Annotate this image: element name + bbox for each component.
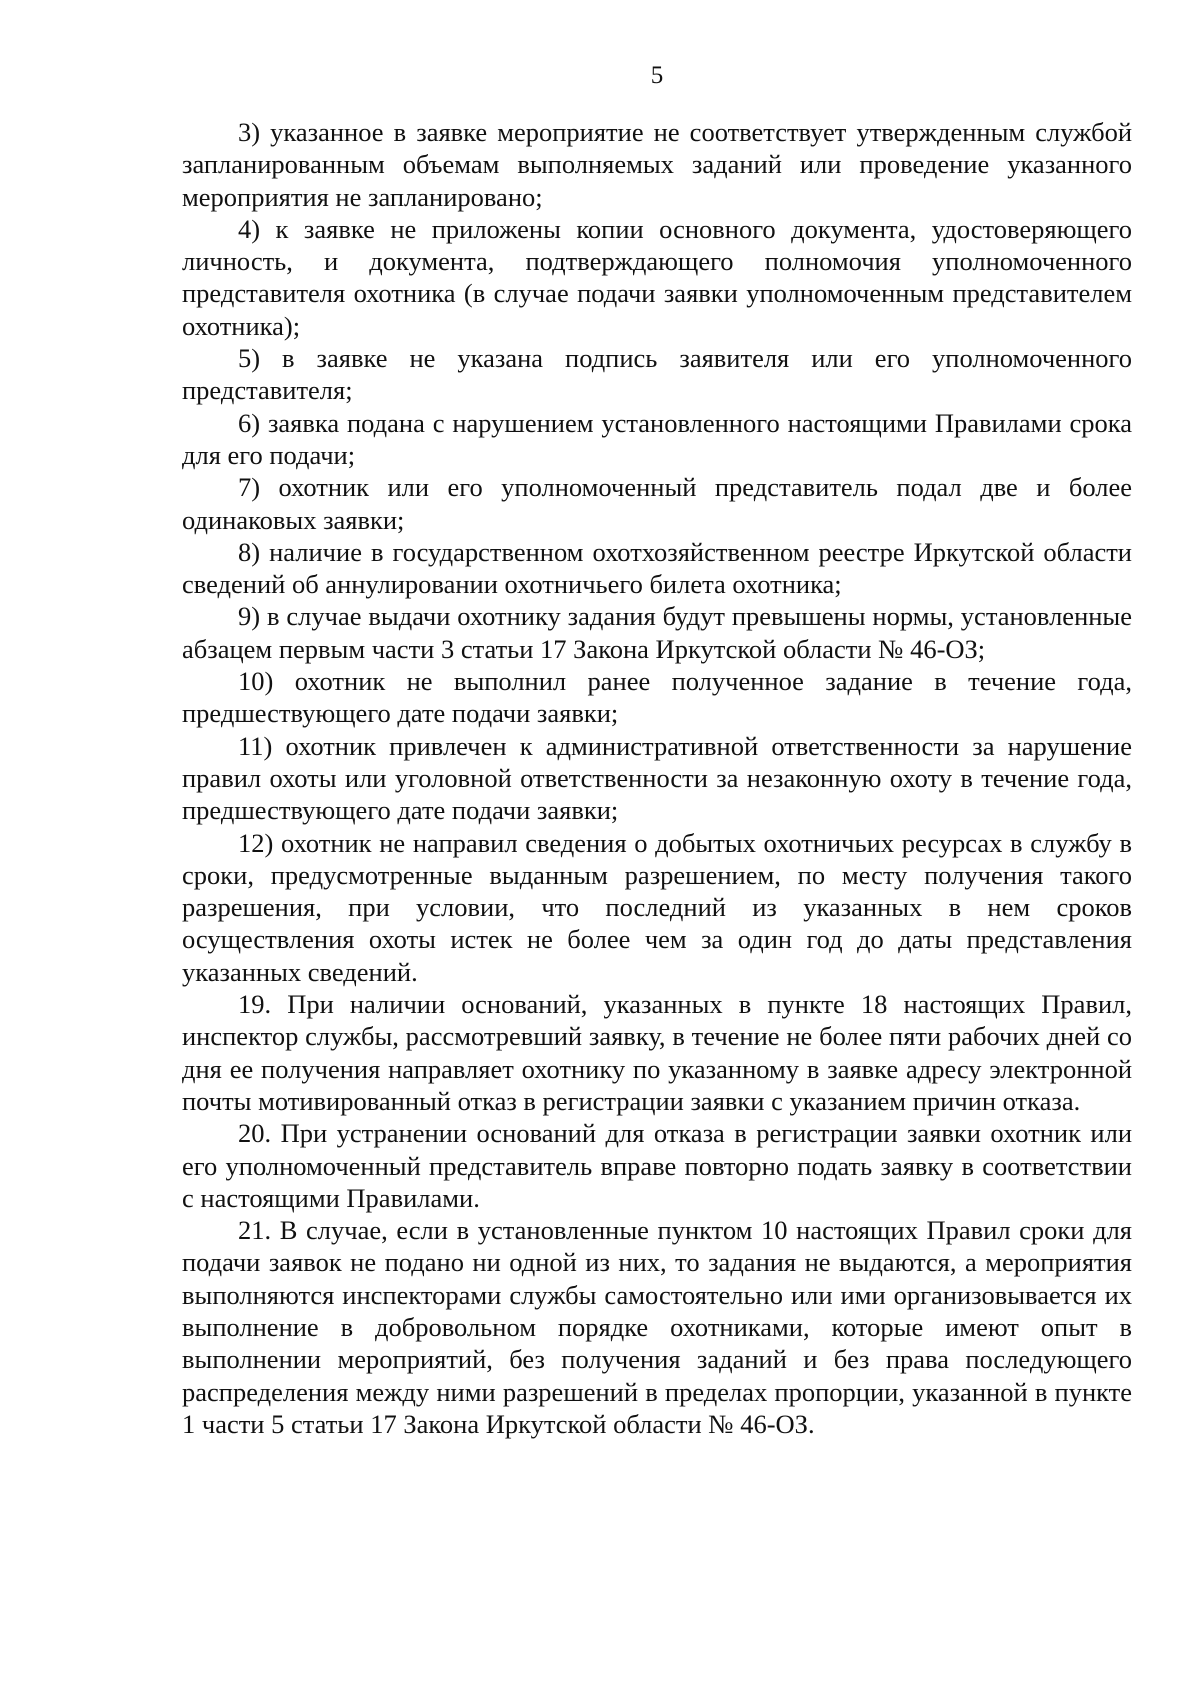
paragraph-item-4: 4) к заявке не приложены копии основного документа, удостоверяющего личность, и документа, подтверждающего полномочия уполномоченного представителя охотника (в случае подачи заявки уполномоченным представителем охотника); <box>182 213 1132 341</box>
paragraph-item-3: 3) указанное в заявке мероприятие не соответствует утвержденным службой запланированным объемам выполняемых заданий или проведение указанного мероприятия не запланировано; <box>182 117 1132 212</box>
paragraph-item-6: 6) заявка подана с нарушением установленного настоящими Правилами срока для его подачи; <box>182 407 1132 470</box>
paragraph-section-19: 19. При наличии оснований, указанных в пункте 18 настоящих Правил, инспектор службы, рассмотревший заявку, в течение не более пяти рабочих дней со дня ее получения направляет охотнику по указанному в заявке адресу электронной почты мотивированный отказ в регистрации заявки с указанием причин отказа. <box>182 989 1132 1116</box>
paragraph-item-7: 7) охотник или его уполномоченный представитель подал две и более одинаковых заявки; <box>182 472 1132 535</box>
paragraph-item-10: 10) охотник не выполнил ранее полученное задание в течение года, предшествующего дате подачи заявки; <box>182 666 1132 729</box>
paragraph-section-20: 20. При устранении оснований для отказа в регистрации заявки охотник или его уполномоченный представитель вправе повторно подать заявку в соответствии с настоящими Правилами. <box>182 1118 1132 1213</box>
paragraph-item-11: 11) охотник привлечен к административной ответственности за нарушение правил охоты или уголовной ответственности за незаконную охоту в течение года, предшествующего дате подачи заявки; <box>182 730 1132 826</box>
paragraph-section-21: 21. В случае, если в установленные пунктом 10 настоящих Правил сроки для подачи заявок не подано ни одной из них, то задания не выдаются, а мероприятия выполняются инспекторами службы самостоятельно или ими организовывается их выполнение в добровольном порядке охотниками, которые имеют опыт в выполнении мероприятий, без получения заданий и без права последующего распределения между ними разрешений в пределах пропорции, указанной в пункте 1 части 5 статьи 17 Закона Иркутской области № 46-ОЗ. <box>182 1215 1132 1439</box>
paragraph-item-5: 5) в заявке не указана подпись заявителя или его уполномоченного представителя; <box>182 343 1132 406</box>
document-page <box>182 60 1132 1440</box>
paragraph-item-9: 9) в случае выдачи охотнику задания будут превышены нормы, установленные абзацем первым части 3 статьи 17 Закона Иркутской области № 46-ОЗ; <box>182 601 1132 664</box>
page-number: 5 <box>650 62 664 89</box>
paragraph-item-12: 12) охотник не направил сведения о добытых охотничьих ресурсах в службу в сроки, предусмотренные выданным разрешением, по месту получения такого разрешения, при условии, что последний из указанных в нем сроков осуществления охоты истек не более чем за один год до даты представления указанных сведений. <box>182 827 1132 987</box>
paragraph-item-8: 8) наличие в государственном охотхозяйственном реестре Иркутской области сведений об аннулировании охотничьего билета охотника; <box>182 536 1132 600</box>
